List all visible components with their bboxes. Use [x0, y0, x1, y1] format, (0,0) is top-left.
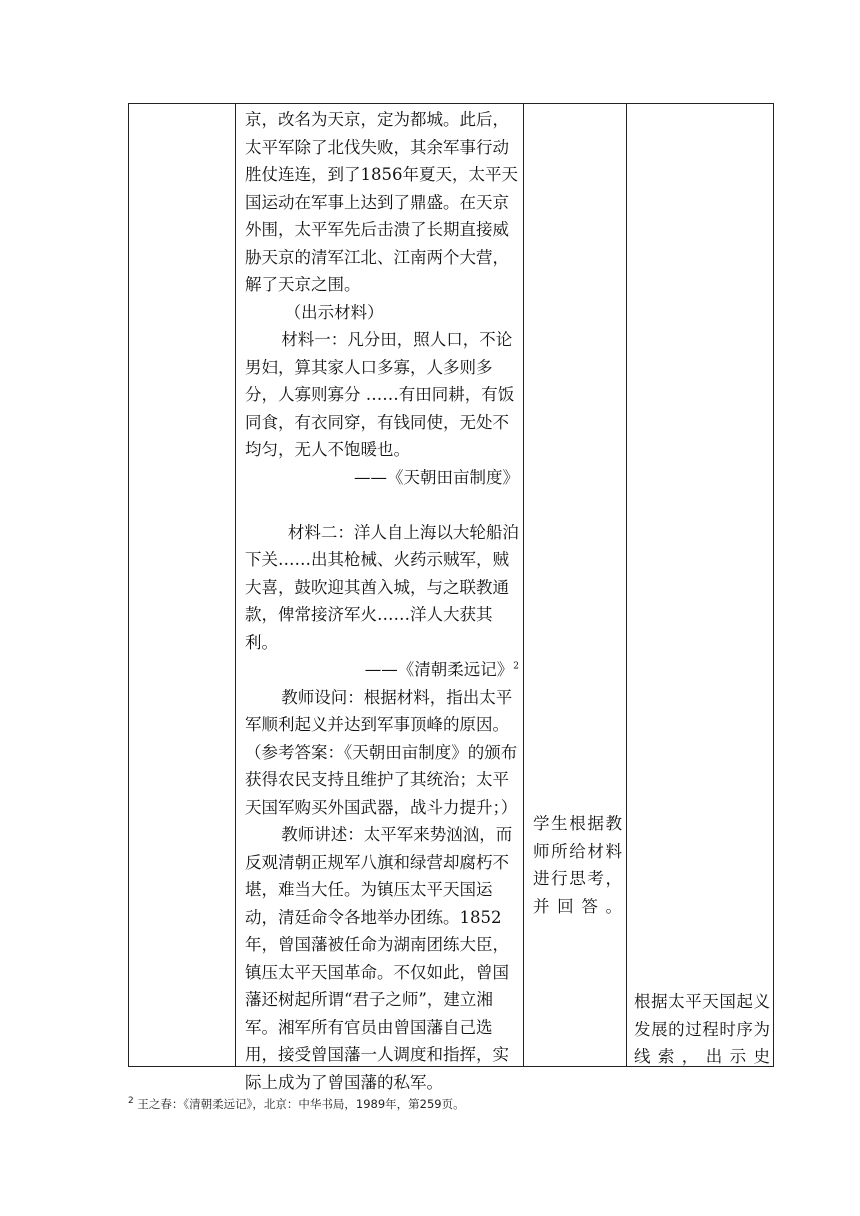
footnote-marker: 2 [128, 1096, 134, 1107]
material-two: 材料二：洋人自上海以大轮船泊下关……出其枪械、火药示贼军，贼大喜，鼓吹迎其酋入城，与之联教通款，俾常接济军火……洋人大获其利。 [245, 522, 519, 652]
column-divider [626, 104, 627, 1066]
material-two-source: ——《清朝柔远记》$^2$ [364, 660, 519, 679]
design-intent: 根据太平天国起义发展的过程时序为线索，出示史 [634, 992, 770, 1066]
student-activity: 学生根据教师所给材料进行思考，并回答。 [533, 814, 622, 916]
teaching-content-cell [235, 104, 523, 1096]
column-divider [523, 104, 524, 1066]
content-paragraph: （出示材料） [284, 302, 384, 322]
student-activity-cell [523, 810, 626, 920]
lesson-table [128, 103, 774, 1092]
footnote-ref[interactable]: 2 [513, 661, 519, 672]
footnote-text: 王之春：《清朝柔远记》，北京：中华书局，1989年，第259页。 [137, 1097, 465, 1111]
material-one-source: ——《天朝田亩制度》 [354, 467, 519, 487]
footnote [128, 1096, 465, 1112]
content-paragraph: 京，改名为天京，定为都城。此后，太平军除了北伐失败，其余军事行动胜仗连连，到了1856年夏天，太平天国运动在军事上达到了鼎盛。在天京外围，太平军先后击溃了长期直接威胁天京的清军江北、江南两个大营，解了天京之围。 [245, 110, 518, 294]
design-intent-cell [626, 988, 774, 1071]
teacher-narration: 教师讲述：太平军来势汹汹，而反观清朝正规军八旗和绿营却腐朽不堪，难当大任。为镇压太平天国运动，清廷命令各地举办团练。1852年，曾国藩被任命为湖南团练大臣，镇压太平天国革命。不仅如此，曾国藩还树起所谓“君子之师”，建立湘军。湘军所有官员由曾国藩自己选用，接受曾国藩一人调度和指挥，实际上成为了曾国藩的私军。 [245, 825, 513, 1092]
material-one: 材料一：凡分田，照人口，不论男妇，算其家人口多寡，人多则多分，人寡则寡分 ……有田同耕，有饭同食，有衣同穿，有钱同使，无处不均匀，无人不饱暖也。 [245, 330, 515, 459]
teacher-question: 教师设问：根据材料，指出太平军顺利起义并达到军事顶峰的原因。（参考答案：《天朝田亩制度》的颁布获得农民支持且维护了其统治；太平天国军购买外国武器，战斗力提升；） [245, 687, 518, 817]
